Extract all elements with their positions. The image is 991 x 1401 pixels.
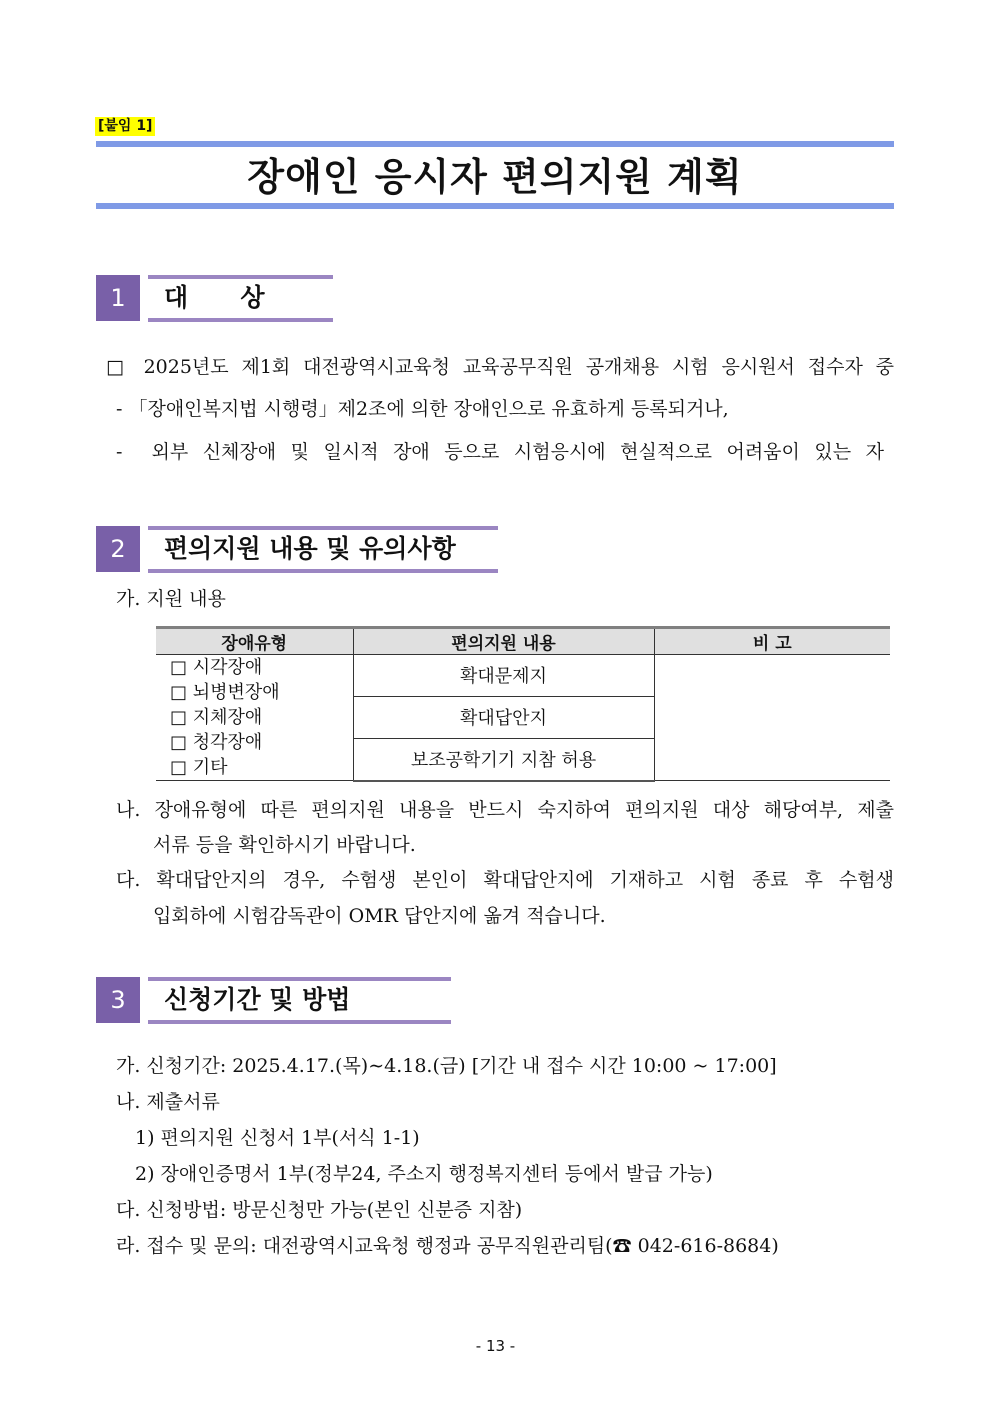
s3-item-a: 가. 신청기간: 2025.4.17.(목)∼4.18.(금) [기간 내 접수 시간 10:00 ~ 17:00]: [116, 1055, 777, 1077]
section-3-top-line: [148, 977, 451, 981]
section-1-bottom-line: [148, 318, 333, 322]
type-visual: □ 시각장애: [170, 657, 263, 678]
s3-item-d: 라. 접수 및 문의: 대전광역시교육청 행정과 공무직원관리팀(☎ 042-616-8684): [116, 1235, 779, 1257]
support-enlarged-answer: 확대답안지: [353, 696, 654, 738]
table-row: [156, 655, 890, 697]
s1-line-1: □ 2025년도 제1회 대전광역시교육청 교육공무직원 공개채용 시험 응시원서 접수자 중: [106, 356, 894, 378]
title-bottom-rule: [96, 203, 894, 209]
support-table: [156, 626, 890, 782]
section-2-top-line: [148, 526, 498, 530]
header-support-content: 편의지원 내용: [353, 628, 654, 655]
section-2-bottom-line: [148, 569, 498, 573]
type-physical: □ 지체장애: [170, 707, 263, 728]
s3-item-b-2: 2) 장애인증명서 1부(정부24, 주소지 행정복지센터 등에서 발급 가능): [135, 1163, 713, 1185]
section-2-title: 편의지원 내용 및 유의사항: [164, 534, 456, 563]
s2-item-a: 가. 지원 내용: [116, 588, 226, 610]
note-cell: [654, 655, 890, 781]
section-1-top-line: [148, 275, 333, 279]
type-other: □ 기타: [170, 757, 228, 778]
s3-item-b: 나. 제출서류: [116, 1091, 220, 1113]
section-2-number: 2: [96, 526, 140, 572]
page-number: - 13 -: [475, 1337, 516, 1355]
s2-item-c-line-1: 다. 확대답안지의 경우, 수험생 본인이 확대답안지에 기재하고 시험 종료 후 수험생: [116, 869, 894, 891]
section-3-title: 신청기간 및 방법: [164, 985, 351, 1014]
s1-line-3: - 외부 신체장애 및 일시적 장애 등으로 시험응시에 현실적으로 어려움이 있는 자: [116, 441, 884, 463]
title-top-rule: [96, 141, 894, 147]
s2-item-b-line-1: 나. 장애유형에 따른 편의지원 내용을 반드시 숙지하여 편의지원 대상 해당여부, 제출: [116, 799, 894, 821]
header-disability-type: 장애유형: [156, 628, 353, 655]
s3-item-c: 다. 신청방법: 방문신청만 가능(본인 신분증 지참): [116, 1199, 523, 1221]
section-3-bottom-line: [148, 1020, 451, 1024]
attachment-label: [붙임 1]: [95, 117, 155, 136]
support-enlarged-question: 확대문제지: [353, 655, 654, 697]
s3-item-b-1: 1) 편의지원 신청서 1부(서식 1-1): [135, 1127, 420, 1149]
support-table-header: [156, 628, 890, 655]
s2-item-c-line-2: 입회하에 시험감독관이 OMR 답안지에 옮겨 적습니다.: [153, 905, 606, 927]
s1-line-2: - 「장애인복지법 시행령」제2조에 의한 장애인으로 유효하게 등록되거나,: [116, 398, 729, 420]
type-hearing: □ 청각장애: [170, 732, 263, 753]
header-note: 비 고: [654, 628, 890, 655]
s2-item-b-line-2: 서류 등을 확인하시기 바랍니다.: [153, 834, 416, 856]
disability-type-list: [156, 655, 353, 781]
section-1-number: 1: [96, 275, 140, 321]
type-brain-lesion: □ 뇌병변장애: [170, 682, 280, 703]
page-title: 장애인 응시자 편의지원 계획: [247, 155, 743, 199]
section-3-number: 3: [96, 977, 140, 1023]
support-assistive-device: 보조공학기기 지참 허용: [353, 738, 654, 780]
section-1-title: 대 상: [164, 283, 265, 312]
